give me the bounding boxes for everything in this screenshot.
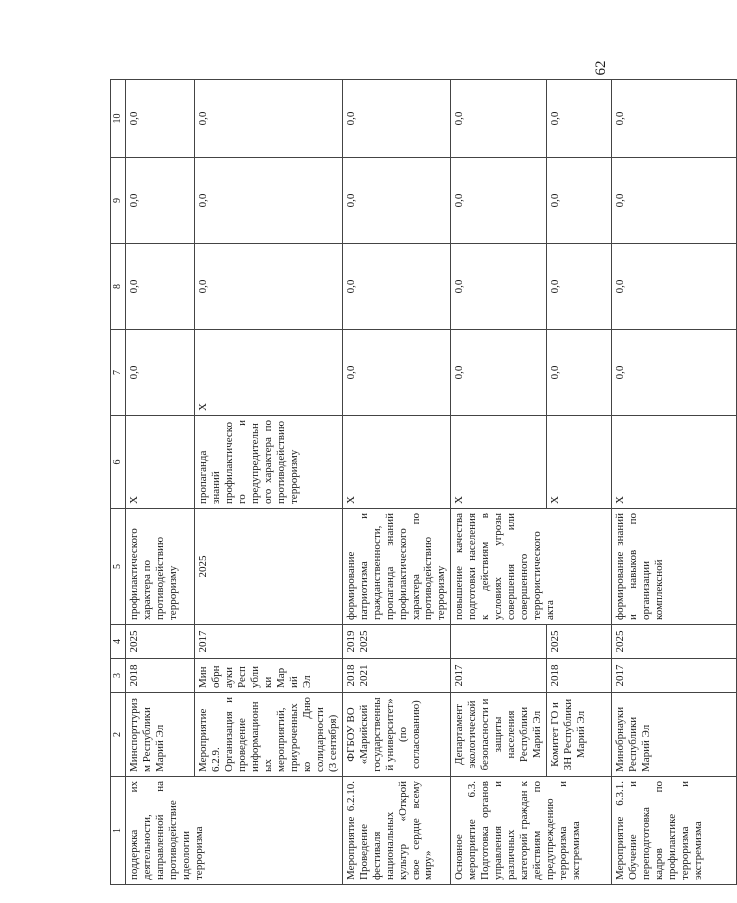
header-col-2: 2 (111, 693, 126, 777)
table-row (612, 80, 737, 885)
value-cell: 0,0 (612, 330, 737, 416)
header-col-6: 6 (111, 416, 126, 509)
value-cell: 0,0 (547, 330, 612, 416)
value-cell: 0,0 (451, 330, 547, 416)
start-year-line: 2018 (344, 664, 357, 687)
header-col-3: 3 (111, 659, 126, 693)
value-cell: 0,0 (126, 80, 195, 158)
activity-cell: Мероприятие 6.3.1. Обучение и переподготовка кадров по профилактике терроризма и экстремизма (612, 777, 737, 885)
end-year-cell: 2025 (547, 625, 612, 659)
mark-cell: X (342, 416, 451, 509)
value-cell: 0,0 (547, 158, 612, 244)
value-cell: 0,0 (451, 158, 547, 244)
header-col-10: 10 (111, 80, 126, 158)
table-row (195, 80, 343, 885)
value-cell: 0,0 (547, 244, 612, 330)
executor-cell: ФГБОУ ВО «Марийский государственный университет» (по согласованию) (342, 693, 451, 777)
result-cell: формирование патриотизма и гражданственности, пропаганда знаний профилактического характера по противодействию терроризму (342, 509, 451, 625)
header-col-7: 7 (111, 330, 126, 416)
value-cell: 0,0 (612, 244, 737, 330)
program-table (110, 79, 737, 885)
mark-cell: X (547, 416, 612, 509)
mark-cell: X (195, 330, 343, 416)
page-number: 62 (593, 60, 609, 76)
mark-cell: X (451, 416, 547, 509)
value-cell: 0,0 (126, 158, 195, 244)
result-cell: профилактического характера по противодействию терроризму (126, 509, 195, 625)
end-year-cell: 2025 (126, 625, 195, 659)
end-year-cell (451, 625, 547, 659)
end-year-cell: 2025 (195, 509, 343, 625)
start-year-cell: 2017 (195, 625, 343, 659)
value-cell: 0,0 (612, 80, 737, 158)
activity-cell: поддержка их деятельности, направленной на противодействие идеологии терроризма (126, 777, 343, 885)
executor-cell: Минобрнауки Республики Марий Эл (195, 659, 343, 693)
start-year-cell: 2018 (547, 659, 612, 693)
value-cell: 0,0 (451, 80, 547, 158)
activity-cell: Мероприятие 6.2.9. Организация и проведение информационных мероприятий, приуроченных ко Дню солидарности (3 сентября) (195, 693, 343, 777)
header-col-1: 1 (111, 777, 126, 885)
executor-cell: Минспорттуризм Республики Марий Эл (126, 693, 195, 777)
mark-cell: X (126, 416, 195, 509)
value-cell: 0,0 (342, 330, 451, 416)
end-year-line: 2019 (344, 630, 357, 653)
value-cell: 0,0 (195, 158, 343, 244)
header-row (111, 80, 126, 885)
header-col-9: 9 (111, 158, 126, 244)
result-cell: формирование знаний и навыков по организации комплексной (612, 509, 737, 625)
value-cell: 0,0 (195, 80, 343, 158)
end-year-cell: 2025 (612, 625, 737, 659)
executor-cell: Минобрнауки Республики Марий Эл (612, 693, 737, 777)
value-cell: 0,0 (451, 244, 547, 330)
value-cell: 0,0 (342, 244, 451, 330)
value-cell: 0,0 (126, 330, 195, 416)
header-col-4: 4 (111, 625, 126, 659)
table-row (126, 80, 195, 885)
value-cell: 0,0 (342, 158, 451, 244)
end-year-cell (342, 625, 451, 659)
start-year-cell (342, 659, 451, 693)
executor-cell: Департамент экологической безопасности и защиты населения Республики Марий Эл (451, 693, 547, 777)
table-row (451, 80, 547, 885)
start-year-cell: 2017 (451, 659, 547, 693)
value-cell: 0,0 (195, 244, 343, 330)
value-cell: 0,0 (126, 244, 195, 330)
value-cell: 0,0 (342, 80, 451, 158)
result-cell: повышение качества подготовки населения к действиям в условиях угрозы совершения или совершенного террористического акта (451, 509, 612, 625)
result-cell: пропаганда знаний профилактического и предупредительного характера по противодействию терроризму (195, 416, 343, 509)
activity-cell: Мероприятие 6.2.10. Проведение фестиваля национальных культур «Открой свое сердце всему миру» (342, 777, 451, 885)
header-col-8: 8 (111, 244, 126, 330)
table-row (547, 80, 612, 885)
value-cell: 0,0 (612, 158, 737, 244)
table-row (342, 80, 451, 885)
header-col-5: 5 (111, 509, 126, 625)
start-year-line: 2021 (357, 664, 370, 687)
start-year-cell: 2017 (612, 659, 737, 693)
activity-cell: Основное мероприятие 6.3. Подготовка органов управления и различных категорий граждан к действиям по предупреждению терроризма и экстремизма (451, 777, 612, 885)
rotated-table-wrapper (110, 80, 704, 885)
start-year-cell: 2018 (126, 659, 195, 693)
executor-cell: Комитет ГО и ЗН Республики Марий Эл (547, 693, 612, 777)
mark-cell: X (612, 416, 737, 509)
value-cell: 0,0 (547, 80, 612, 158)
end-year-line: 2025 (357, 630, 370, 653)
